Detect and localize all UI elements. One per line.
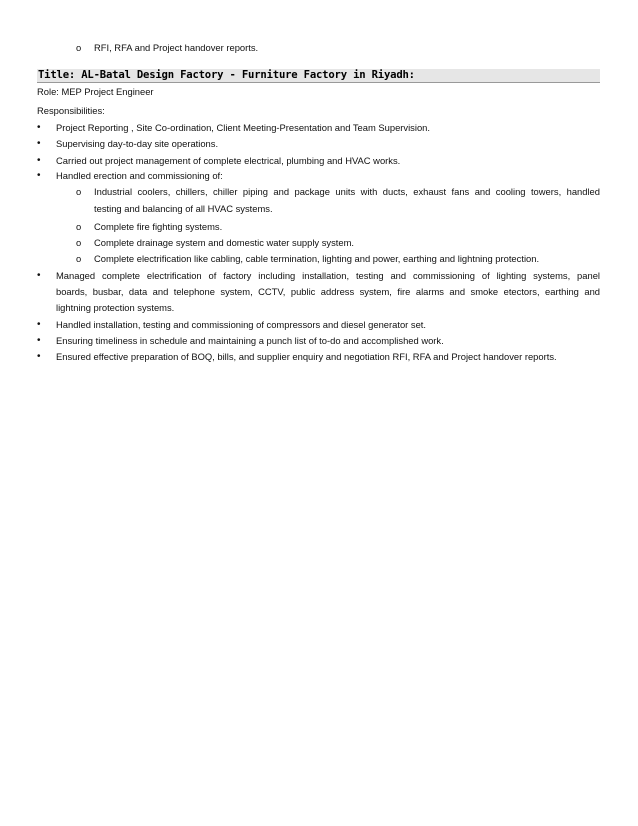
bullet-marker: • [37, 170, 41, 181]
bullet-text: Carried out project management of complete electrical, plumbing and HVAC works. [56, 155, 401, 166]
bullet-text: boards, busbar, data and telephone system, CCTV, public address system, fire alarms and smoke etectors, earthing and [56, 286, 600, 297]
bullet-text: Project Reporting , Site Co-ordination, Client Meeting-Presentation and Team Supervision. [56, 122, 430, 133]
bullet-marker: • [37, 319, 41, 330]
section-title-bar [37, 69, 600, 83]
bullet-text: Ensuring timeliness in schedule and maintaining a punch list of to-do and accomplished work. [56, 335, 444, 346]
sub-item-marker: o [76, 237, 82, 248]
bullet-text: Managed complete electrification of factory including installation, testing and commissioning of lighting systems, panel [56, 270, 600, 281]
sub-item-text: Complete drainage system and domestic water supply system. [94, 237, 355, 248]
responsibilities-label: Responsibilities: [37, 105, 105, 116]
sub-item-marker: o [76, 42, 82, 53]
section-title: Title: AL-Batal Design Factory - Furniture Factory in Riyadh: [38, 69, 415, 81]
bullet-marker: • [37, 138, 41, 149]
sub-item-text: Complete fire fighting systems. [94, 221, 223, 232]
sub-item-marker: o [76, 186, 82, 197]
bullet-text: lightning protection systems. [56, 302, 175, 313]
sub-item-text: Complete electrification like cabling, cable termination, lighting and power, earthing and lightning protection. [94, 253, 540, 264]
bullet-text: Ensured effective preparation of BOQ, bills, and supplier enquiry and negotiation RFI, RFA and Project handover reports. [56, 351, 557, 362]
bullet-text: Supervising day-to-day site operations. [56, 138, 219, 149]
sub-item-marker: o [76, 221, 82, 232]
sub-item-marker: o [76, 253, 82, 264]
bullet-text: Handled erection and commissioning of: [56, 170, 223, 181]
bullet-marker: • [37, 335, 41, 346]
bullet-text: Handled installation, testing and commissioning of compressors and diesel generator set. [56, 319, 426, 330]
sub-item-text: RFI, RFA and Project handover reports. [94, 42, 259, 53]
bullet-marker: • [37, 351, 41, 362]
bullet-marker: • [37, 122, 41, 133]
sub-item-text: testing and balancing of all HVAC systems. [94, 203, 273, 214]
bullet-marker: • [37, 270, 41, 281]
role-line: Role: MEP Project Engineer [37, 86, 154, 97]
sub-item-text: Industrial coolers, chillers, chiller piping and package units with ducts, exhaust fans and cooling towers, handled [94, 186, 600, 197]
bullet-marker: • [37, 155, 41, 166]
